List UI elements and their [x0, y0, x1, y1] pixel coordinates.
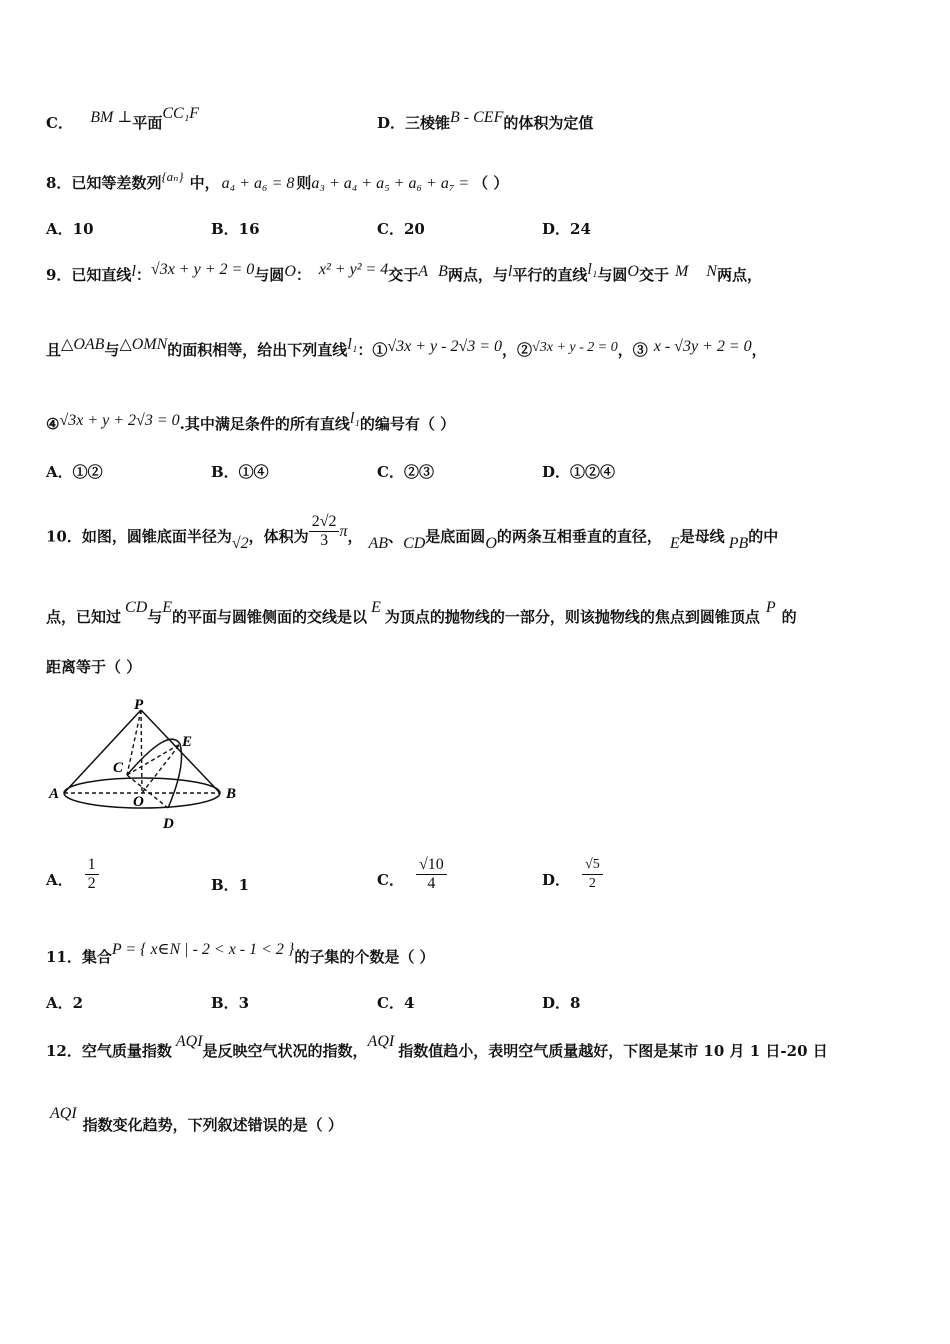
label-p: P [134, 697, 144, 713]
segment-po [141, 710, 142, 793]
q12-line-1: 12．空气质量指数AQI是反映空气状况的指数，AQI指数值趋小，表明空气质量越好，下图是某市 10 月 1 日-20 日 [46, 1033, 828, 1060]
label-o: O [133, 794, 144, 810]
q11-option-b: B．3 [211, 994, 250, 1012]
q9-option-b: B．①④ [211, 463, 269, 481]
q9-line-3: ④√3x + y + 2√3 = 0.其中满足条件的所有直线l₁的编号有（ ） [46, 410, 456, 433]
label-c: C [113, 760, 124, 776]
q8-option-a: A．10 [46, 220, 94, 238]
q10-line-2: 点，已知过CD与E的平面与圆锥侧面的交线是以E为顶点的抛物线的一部分，则该抛物线的焦点到圆锥顶点P的 [46, 599, 797, 626]
q11-stem: 11．集合P = { x∈N | - 2 < x - 1 < 2 }的子集的个数是（ ） [46, 941, 435, 966]
q11-option-d: D．8 [542, 994, 581, 1012]
q9-option-a: A．①② [46, 463, 103, 481]
q9-line-2: 且△OAB与△OMN的面积相等，给出下列直线l₁：①√3x + y - 2√3 = 0，②√3x + y - 2 = 0，③ x - √3y + 2 = 0， [46, 336, 767, 359]
q12-line-2: AQI指数变化趋势，下列叙述错误的是（ ） [50, 1105, 343, 1134]
q8-stem: 8．已知等差数列{aₙ} 中， a₄ + a₆ = 8 则a₃ + a₄ + a₅ + a₆ + a₇ = （ ） [46, 169, 509, 192]
label-a: A [49, 786, 60, 802]
q10-line-3: 距离等于（ ） [46, 658, 142, 676]
q8-option-c: C．20 [377, 220, 425, 238]
label-b: B [226, 786, 237, 802]
q7-option-d: D．三棱锥B - CEF的体积为定值 [377, 109, 594, 132]
label-e: E [182, 734, 193, 750]
q11-option-c: C．4 [377, 994, 415, 1012]
q10-line-1: 10．如图，圆锥底面半径为√2，体积为 $\frac{2√2}{3}$ π， AB、CD是底面圆O的两条互相垂直的直径， E是母线 PB的中 [46, 513, 779, 552]
q10-option-c: C． $\frac{√10}{4}$ [377, 856, 447, 893]
q10-option-b: B．1 [211, 876, 250, 894]
q9-option-d: D．①②④ [542, 463, 616, 481]
label-d: D [163, 816, 174, 832]
segment-oe [142, 744, 180, 793]
q8-option-b: B．16 [211, 220, 260, 238]
q9-option-c: C．②③ [377, 463, 434, 481]
q10-volume-fraction: $\frac{2√2}{3}$ [309, 513, 340, 550]
q11-option-a: A．2 [46, 994, 84, 1012]
cone-figure [44, 696, 244, 836]
q8-option-d: D．24 [542, 220, 591, 238]
segment-pc [127, 710, 141, 775]
q10-option-a: A． $\frac{1}{2}$ [46, 856, 99, 893]
q10-option-d: D． $\frac{√5}{2}$ [542, 856, 603, 893]
q9-line-1: 9．已知直线l：√3x + y + 2 = 0与圆O： x² + y² = 4交于A B两点，与l平行的直线l₁与圆O交于 M N两点， [46, 261, 762, 284]
q7-option-c: C． BM ⊥平面CC₁F [46, 105, 200, 132]
